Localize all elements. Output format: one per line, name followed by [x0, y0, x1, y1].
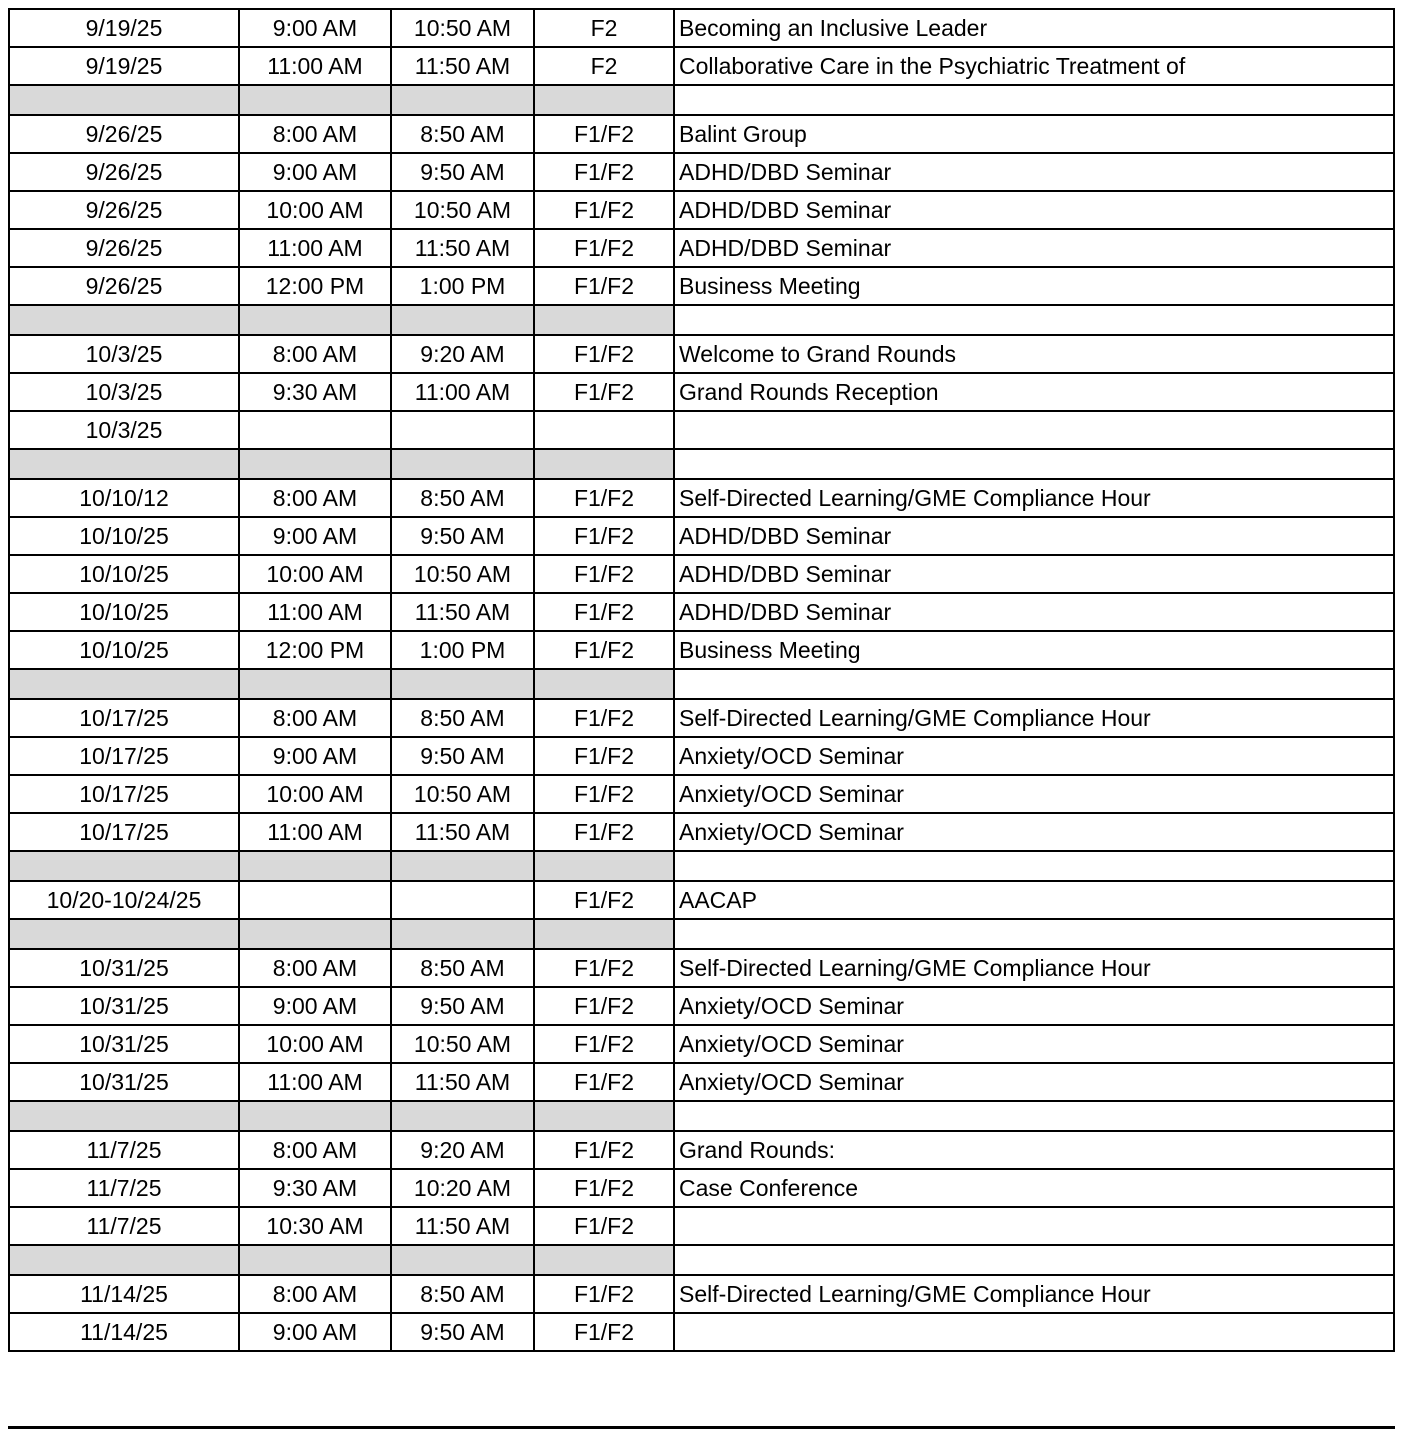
cell-level: F2	[534, 9, 674, 47]
table-row	[9, 373, 1394, 411]
cell-level: F1/F2	[534, 699, 674, 737]
cell-start: 9:00 AM	[239, 1313, 391, 1351]
cell-desc: Self-Directed Learning/GME Compliance Hour	[674, 1275, 1394, 1313]
cell-end: 10:50 AM	[391, 9, 534, 47]
cell-level: F1/F2	[534, 1313, 674, 1351]
cell-end: 10:50 AM	[391, 775, 534, 813]
cell-date: 10/17/25	[9, 699, 239, 737]
cell-desc	[674, 1313, 1394, 1351]
table-spacer-row	[9, 1245, 1394, 1275]
cell-start: 9:30 AM	[239, 373, 391, 411]
cell-start	[239, 305, 391, 335]
table-row	[9, 9, 1394, 47]
cell-level: F1/F2	[534, 1169, 674, 1207]
cell-desc: Self-Directed Learning/GME Compliance Hour	[674, 699, 1394, 737]
cell-date: 9/26/25	[9, 191, 239, 229]
cell-date	[9, 305, 239, 335]
cell-start: 10:00 AM	[239, 1025, 391, 1063]
cell-end	[391, 305, 534, 335]
cell-start: 8:00 AM	[239, 479, 391, 517]
cell-start: 9:00 AM	[239, 737, 391, 775]
table-row	[9, 479, 1394, 517]
cell-date: 10/31/25	[9, 1025, 239, 1063]
cell-end: 9:50 AM	[391, 987, 534, 1025]
table-row	[9, 949, 1394, 987]
cell-desc: Anxiety/OCD Seminar	[674, 987, 1394, 1025]
cell-desc: Collaborative Care in the Psychiatric Treatment of	[674, 47, 1394, 85]
cell-date: 9/26/25	[9, 153, 239, 191]
cell-start	[239, 851, 391, 881]
cell-start: 8:00 AM	[239, 949, 391, 987]
cell-start: 12:00 PM	[239, 267, 391, 305]
cell-start: 12:00 PM	[239, 631, 391, 669]
cell-date: 9/26/25	[9, 267, 239, 305]
cell-end	[391, 919, 534, 949]
cell-desc: ADHD/DBD Seminar	[674, 555, 1394, 593]
cell-date: 10/10/12	[9, 479, 239, 517]
cell-desc	[674, 669, 1394, 699]
cell-level: F1/F2	[534, 593, 674, 631]
cell-level: F1/F2	[534, 335, 674, 373]
cell-end: 9:50 AM	[391, 517, 534, 555]
cell-start: 11:00 AM	[239, 229, 391, 267]
cell-end: 8:50 AM	[391, 949, 534, 987]
cell-end: 10:50 AM	[391, 191, 534, 229]
cell-level: F1/F2	[534, 775, 674, 813]
cell-level: F2	[534, 47, 674, 85]
table-row	[9, 737, 1394, 775]
cell-desc: Anxiety/OCD Seminar	[674, 1025, 1394, 1063]
cell-end: 9:20 AM	[391, 335, 534, 373]
cell-date: 10/3/25	[9, 373, 239, 411]
cell-level: F1/F2	[534, 1131, 674, 1169]
cell-desc: Self-Directed Learning/GME Compliance Hour	[674, 949, 1394, 987]
cell-level: F1/F2	[534, 737, 674, 775]
cell-level	[534, 305, 674, 335]
table-row	[9, 47, 1394, 85]
cell-start	[239, 669, 391, 699]
cell-date: 9/26/25	[9, 229, 239, 267]
cell-start: 11:00 AM	[239, 47, 391, 85]
cell-desc: Anxiety/OCD Seminar	[674, 1063, 1394, 1101]
cell-start: 8:00 AM	[239, 1275, 391, 1313]
cell-desc: Becoming an Inclusive Leader	[674, 9, 1394, 47]
cell-desc: Business Meeting	[674, 631, 1394, 669]
table-spacer-row	[9, 919, 1394, 949]
table-row	[9, 775, 1394, 813]
cell-level	[534, 1245, 674, 1275]
table-row	[9, 191, 1394, 229]
table-row	[9, 335, 1394, 373]
cell-level	[534, 669, 674, 699]
cell-level: F1/F2	[534, 373, 674, 411]
cell-level	[534, 85, 674, 115]
cell-start: 10:00 AM	[239, 555, 391, 593]
cell-date: 10/31/25	[9, 1063, 239, 1101]
cell-level: F1/F2	[534, 479, 674, 517]
cell-date: 10/17/25	[9, 775, 239, 813]
cell-start: 10:30 AM	[239, 1207, 391, 1245]
cell-end	[391, 1101, 534, 1131]
table-row	[9, 699, 1394, 737]
cell-start: 11:00 AM	[239, 593, 391, 631]
cell-end	[391, 851, 534, 881]
cell-desc: Business Meeting	[674, 267, 1394, 305]
cell-start: 10:00 AM	[239, 775, 391, 813]
cell-level: F1/F2	[534, 949, 674, 987]
table-row	[9, 517, 1394, 555]
cell-end: 8:50 AM	[391, 1275, 534, 1313]
cell-desc	[674, 1101, 1394, 1131]
cell-desc	[674, 305, 1394, 335]
cell-start: 9:00 AM	[239, 517, 391, 555]
cell-start: 8:00 AM	[239, 699, 391, 737]
cell-end: 11:00 AM	[391, 373, 534, 411]
cell-desc: Case Conference	[674, 1169, 1394, 1207]
table-row	[9, 1275, 1394, 1313]
cell-desc	[674, 851, 1394, 881]
cell-desc: ADHD/DBD Seminar	[674, 229, 1394, 267]
cell-date	[9, 851, 239, 881]
cell-desc	[674, 411, 1394, 449]
cell-desc: Welcome to Grand Rounds	[674, 335, 1394, 373]
cell-end	[391, 881, 534, 919]
cell-date: 10/17/25	[9, 813, 239, 851]
cell-level: F1/F2	[534, 191, 674, 229]
cell-date: 10/20-10/24/25	[9, 881, 239, 919]
table-spacer-row	[9, 669, 1394, 699]
table-row	[9, 1207, 1394, 1245]
cell-date: 10/10/25	[9, 593, 239, 631]
cell-start	[239, 411, 391, 449]
cell-start: 9:00 AM	[239, 9, 391, 47]
table-row	[9, 153, 1394, 191]
cell-level: F1/F2	[534, 1025, 674, 1063]
cell-level: F1/F2	[534, 517, 674, 555]
cell-end: 11:50 AM	[391, 1207, 534, 1245]
cell-date: 10/17/25	[9, 737, 239, 775]
cell-date: 11/14/25	[9, 1275, 239, 1313]
table-row	[9, 987, 1394, 1025]
cell-level: F1/F2	[534, 555, 674, 593]
table-row	[9, 631, 1394, 669]
table-row	[9, 267, 1394, 305]
table-row	[9, 881, 1394, 919]
cell-level: F1/F2	[534, 229, 674, 267]
cell-end: 1:00 PM	[391, 631, 534, 669]
cell-end: 9:20 AM	[391, 1131, 534, 1169]
cell-end: 9:50 AM	[391, 153, 534, 191]
page-bottom-rule	[8, 1426, 1395, 1429]
cell-date: 9/19/25	[9, 9, 239, 47]
cell-date: 10/31/25	[9, 987, 239, 1025]
cell-date	[9, 449, 239, 479]
table-spacer-row	[9, 449, 1394, 479]
cell-end: 11:50 AM	[391, 47, 534, 85]
table-spacer-row	[9, 305, 1394, 335]
cell-level: F1/F2	[534, 1275, 674, 1313]
cell-date: 11/7/25	[9, 1169, 239, 1207]
cell-date: 11/14/25	[9, 1313, 239, 1351]
cell-desc: Self-Directed Learning/GME Compliance Hour	[674, 479, 1394, 517]
cell-desc: ADHD/DBD Seminar	[674, 517, 1394, 555]
cell-start	[239, 85, 391, 115]
table-row	[9, 813, 1394, 851]
cell-desc: Grand Rounds:	[674, 1131, 1394, 1169]
cell-date: 9/19/25	[9, 47, 239, 85]
cell-end: 11:50 AM	[391, 813, 534, 851]
cell-start: 8:00 AM	[239, 1131, 391, 1169]
cell-start	[239, 449, 391, 479]
cell-desc	[674, 919, 1394, 949]
cell-end: 8:50 AM	[391, 699, 534, 737]
cell-date: 10/3/25	[9, 411, 239, 449]
cell-start: 11:00 AM	[239, 813, 391, 851]
table-row	[9, 229, 1394, 267]
table-spacer-row	[9, 85, 1394, 115]
schedule-table-body	[9, 9, 1394, 1351]
cell-start: 9:00 AM	[239, 987, 391, 1025]
cell-desc: Grand Rounds Reception	[674, 373, 1394, 411]
cell-level: F1/F2	[534, 987, 674, 1025]
cell-date: 10/10/25	[9, 555, 239, 593]
cell-desc: ADHD/DBD Seminar	[674, 191, 1394, 229]
cell-level	[534, 851, 674, 881]
cell-start: 11:00 AM	[239, 1063, 391, 1101]
cell-desc: Balint Group	[674, 115, 1394, 153]
table-row	[9, 411, 1394, 449]
cell-level: F1/F2	[534, 153, 674, 191]
cell-level: F1/F2	[534, 1207, 674, 1245]
cell-date	[9, 919, 239, 949]
cell-end: 11:50 AM	[391, 593, 534, 631]
cell-date: 10/10/25	[9, 517, 239, 555]
cell-start: 9:00 AM	[239, 153, 391, 191]
cell-desc	[674, 449, 1394, 479]
cell-level: F1/F2	[534, 267, 674, 305]
cell-end: 1:00 PM	[391, 267, 534, 305]
table-row	[9, 1131, 1394, 1169]
table-spacer-row	[9, 1101, 1394, 1131]
cell-desc	[674, 1207, 1394, 1245]
cell-end: 10:50 AM	[391, 555, 534, 593]
cell-desc	[674, 1245, 1394, 1275]
cell-desc: ADHD/DBD Seminar	[674, 593, 1394, 631]
cell-end: 8:50 AM	[391, 479, 534, 517]
cell-start	[239, 1245, 391, 1275]
cell-end: 9:50 AM	[391, 737, 534, 775]
cell-end	[391, 669, 534, 699]
table-row	[9, 593, 1394, 631]
cell-desc	[674, 85, 1394, 115]
cell-start: 10:00 AM	[239, 191, 391, 229]
table-row	[9, 1313, 1394, 1351]
cell-start: 8:00 AM	[239, 335, 391, 373]
cell-date	[9, 1245, 239, 1275]
cell-level	[534, 411, 674, 449]
cell-date: 10/10/25	[9, 631, 239, 669]
cell-end	[391, 449, 534, 479]
cell-end	[391, 411, 534, 449]
cell-level	[534, 1101, 674, 1131]
cell-date: 11/7/25	[9, 1207, 239, 1245]
cell-level: F1/F2	[534, 881, 674, 919]
cell-end: 11:50 AM	[391, 1063, 534, 1101]
cell-end: 10:20 AM	[391, 1169, 534, 1207]
cell-level	[534, 919, 674, 949]
cell-start: 9:30 AM	[239, 1169, 391, 1207]
cell-level: F1/F2	[534, 1063, 674, 1101]
cell-start	[239, 881, 391, 919]
cell-end: 9:50 AM	[391, 1313, 534, 1351]
table-row	[9, 1169, 1394, 1207]
cell-date: 10/3/25	[9, 335, 239, 373]
cell-desc: Anxiety/OCD Seminar	[674, 813, 1394, 851]
cell-end	[391, 1245, 534, 1275]
cell-date: 9/26/25	[9, 115, 239, 153]
table-spacer-row	[9, 851, 1394, 881]
cell-date: 10/31/25	[9, 949, 239, 987]
cell-desc: Anxiety/OCD Seminar	[674, 737, 1394, 775]
cell-desc: Anxiety/OCD Seminar	[674, 775, 1394, 813]
cell-level: F1/F2	[534, 813, 674, 851]
cell-desc: AACAP	[674, 881, 1394, 919]
cell-level: F1/F2	[534, 631, 674, 669]
table-row	[9, 1025, 1394, 1063]
cell-end: 10:50 AM	[391, 1025, 534, 1063]
cell-end: 11:50 AM	[391, 229, 534, 267]
cell-date: 11/7/25	[9, 1131, 239, 1169]
cell-end: 8:50 AM	[391, 115, 534, 153]
cell-date	[9, 85, 239, 115]
table-row	[9, 1063, 1394, 1101]
cell-date	[9, 669, 239, 699]
cell-date	[9, 1101, 239, 1131]
cell-start	[239, 919, 391, 949]
table-row	[9, 555, 1394, 593]
table-row	[9, 115, 1394, 153]
cell-level	[534, 449, 674, 479]
cell-level: F1/F2	[534, 115, 674, 153]
cell-end	[391, 85, 534, 115]
cell-desc: ADHD/DBD Seminar	[674, 153, 1394, 191]
cell-start	[239, 1101, 391, 1131]
schedule-table	[8, 8, 1395, 1352]
cell-start: 8:00 AM	[239, 115, 391, 153]
